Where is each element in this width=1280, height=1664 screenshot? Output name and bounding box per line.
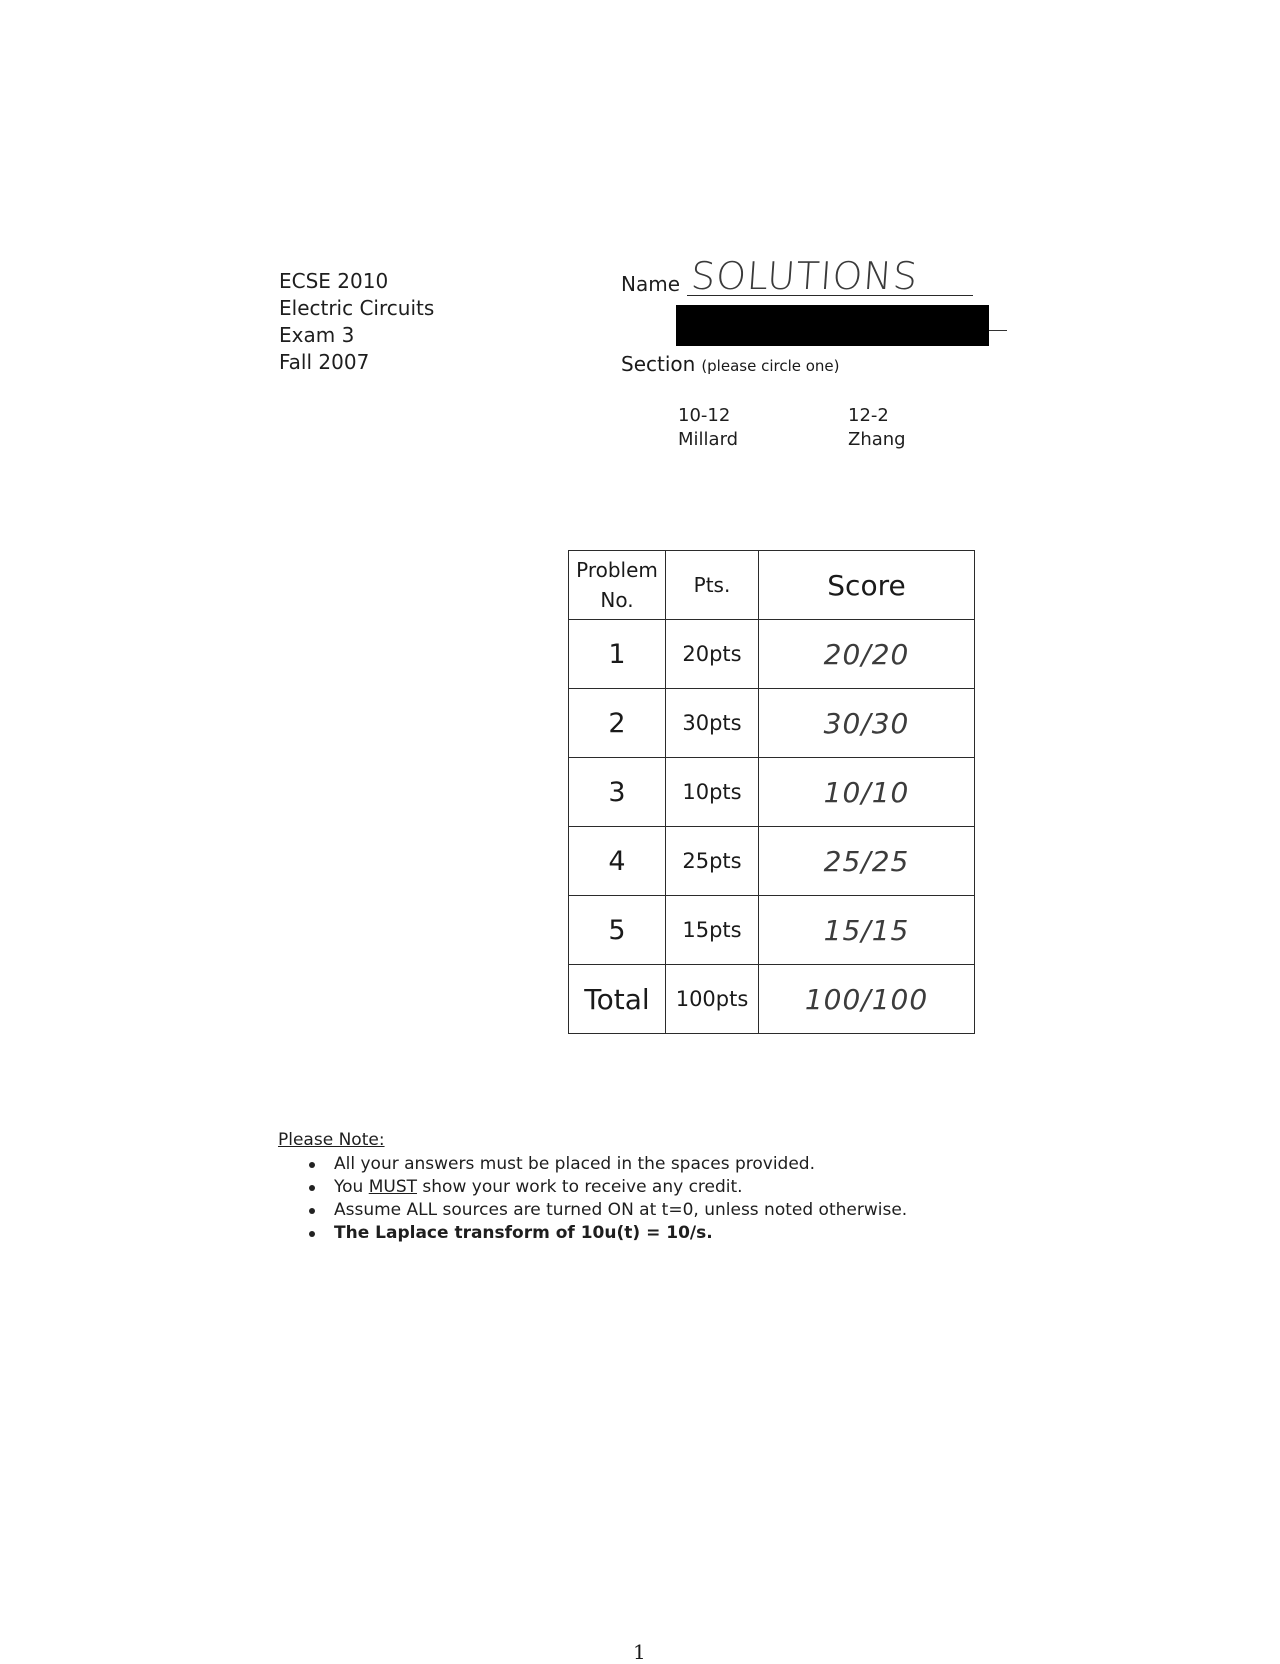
problem-number: 1	[569, 620, 666, 689]
exam-term: Fall 2007	[279, 350, 370, 374]
note-text-must: MUST	[368, 1177, 418, 1197]
note-text-bold: The Laplace transform of 10u(t) = 10/s.	[334, 1223, 713, 1243]
score-table	[568, 550, 975, 1034]
section-option-millard	[678, 404, 738, 452]
section-option-instructor: Zhang	[848, 429, 906, 450]
note-text: Assume ALL sources are turned ON at t=0, unless noted otherwise.	[334, 1200, 908, 1220]
problem-points: 30pts	[666, 689, 759, 758]
table-row	[569, 689, 975, 758]
notes-list	[278, 1153, 907, 1245]
name-handwritten-value: SOLUTIONS	[689, 254, 920, 298]
handwritten-total-score: 100/100	[759, 965, 975, 1034]
section-option-instructor: Millard	[678, 429, 739, 450]
problem-number: 2	[569, 689, 666, 758]
problem-number: 5	[569, 896, 666, 965]
section-label: Section	[621, 352, 696, 376]
list-item	[334, 1199, 907, 1222]
problem-points: 20pts	[666, 620, 759, 689]
table-row	[569, 827, 975, 896]
course-code: ECSE 2010	[279, 269, 389, 293]
redaction-bar	[676, 305, 989, 346]
section-option-zhang	[848, 404, 906, 452]
note-text: All your answers must be placed in the spaces provided.	[334, 1154, 815, 1174]
list-item	[334, 1176, 907, 1199]
problem-number: 3	[569, 758, 666, 827]
redaction-line	[989, 330, 1007, 331]
handwritten-score: 30/30	[759, 689, 975, 758]
page-number: 1	[633, 1640, 646, 1664]
problem-points: 25pts	[666, 827, 759, 896]
name-label: Name	[621, 272, 681, 296]
section-heading	[621, 352, 840, 376]
handwritten-score: 15/15	[759, 896, 975, 965]
total-label: Total	[569, 965, 666, 1034]
table-row	[569, 620, 975, 689]
section-note: (please circle one)	[701, 357, 840, 375]
notes-title: Please Note:	[278, 1130, 385, 1150]
section-option-time: 10-12	[678, 405, 731, 426]
notes-section	[278, 1130, 907, 1245]
header-score: Score	[759, 551, 975, 620]
course-info	[279, 268, 434, 376]
total-points: 100pts	[666, 965, 759, 1034]
header-pts: Pts.	[666, 551, 759, 620]
problem-points: 10pts	[666, 758, 759, 827]
note-text-post: show your work to receive any credit.	[417, 1177, 743, 1197]
table-header-row	[569, 551, 975, 620]
table-row	[569, 896, 975, 965]
list-item	[334, 1222, 907, 1245]
note-text-pre: You	[334, 1177, 369, 1197]
handwritten-score: 10/10	[759, 758, 975, 827]
section-option-time: 12-2	[848, 405, 889, 426]
exam-number: Exam 3	[279, 323, 355, 347]
course-title: Electric Circuits	[279, 296, 435, 320]
problem-points: 15pts	[666, 896, 759, 965]
handwritten-score: 25/25	[759, 827, 975, 896]
table-total-row	[569, 965, 975, 1034]
list-item	[334, 1153, 907, 1176]
name-field	[621, 254, 953, 298]
table-row	[569, 758, 975, 827]
handwritten-score: 20/20	[759, 620, 975, 689]
problem-number: 4	[569, 827, 666, 896]
header-problem-no: Problem No.	[569, 551, 666, 620]
